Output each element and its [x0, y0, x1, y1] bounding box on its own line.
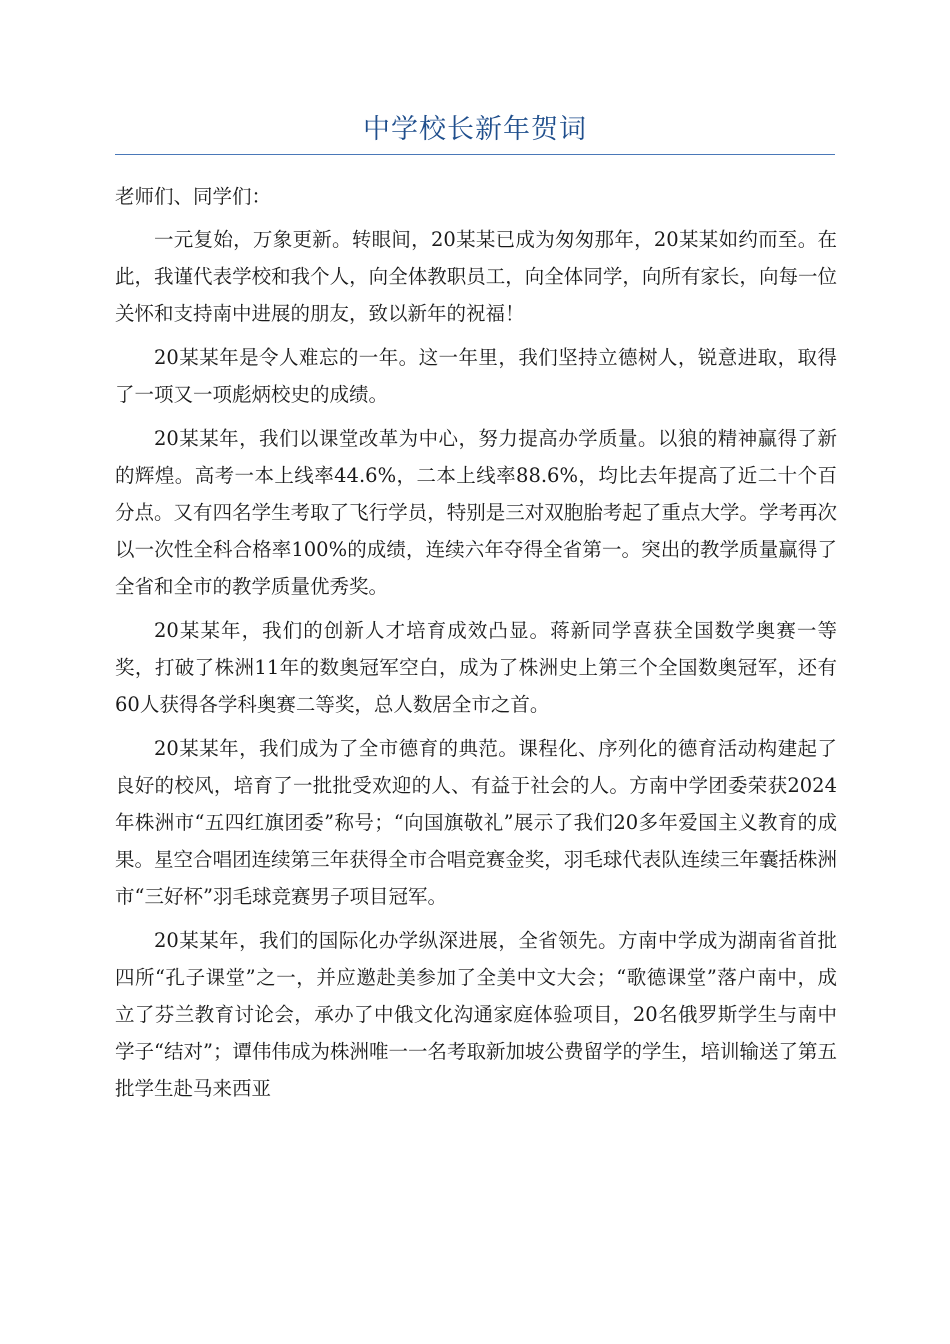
- document-body: [115, 178, 837, 1114]
- paragraph-3: 20某某年，我们以课堂改革为中心，努力提高办学质量。以狼的精神赢得了新的辉煌。高考一本上线率44.6%，二本上线率88.6%，均比去年提高了近二十个百分点。又有四名学生考取了飞行学员，特别是三对双胞胎考起了重点大学。学考再次以一次性全科合格率100%的成绩，连续六年夺得全省第一。突出的教学质量赢得了全省和全市的教学质量优秀奖。: [115, 427, 837, 598]
- salutation: 老师们、同学们：: [115, 185, 272, 208]
- paragraph-2: 20某某年是令人难忘的一年。这一年里，我们坚持立德树人，锐意进取，取得了一项又一项彪炳校史的成绩。: [115, 346, 837, 406]
- paragraph-1: 一元复始，万象更新。转眼间，20某某已成为匆匆那年，20某某如约而至。在此，我谨代表学校和我个人，向全体教职员工，向全体同学，向所有家长，向每一位关怀和支持南中进展的朋友，致以新年的祝福！: [115, 228, 837, 325]
- title-underline: [115, 154, 835, 155]
- document-title: 中学校长新年贺词: [363, 114, 587, 145]
- paragraph-5: 20某某年，我们成为了全市德育的典范。课程化、序列化的德育活动构建起了良好的校风，培育了一批批受欢迎的人、有益于社会的人。方南中学团委荣获2024年株洲市“五四红旗团委”称号；“向国旗敬礼”展示了我们20多年爱国主义教育的成果。星空合唱团连续第三年获得全市合唱竞赛金奖，羽毛球代表队连续三年囊括株洲市“三好杯”羽毛球竞赛男子项目冠军。: [115, 737, 837, 908]
- paragraph-6: 20某某年，我们的国际化办学纵深进展，全省领先。方南中学成为湖南省首批四所“孔子课堂”之一，并应邀赴美参加了全美中文大会；“歌德课堂”落户南中，成立了芬兰教育讨论会，承办了中俄文化沟通家庭体验项目，20名俄罗斯学生与南中学子“结对”；谭伟伟成为株洲唯一一名考取新加坡公费留学的学生，培训输送了第五批学生赴马来西亚: [115, 929, 837, 1100]
- paragraph-4: 20某某年，我们的创新人才培育成效凸显。蒋新同学喜获全国数学奥赛一等奖，打破了株洲11年的数奥冠军空白，成为了株洲史上第三个全国数奥冠军，还有60人获得各学科奥赛二等奖，总人数居全市之首。: [115, 619, 837, 716]
